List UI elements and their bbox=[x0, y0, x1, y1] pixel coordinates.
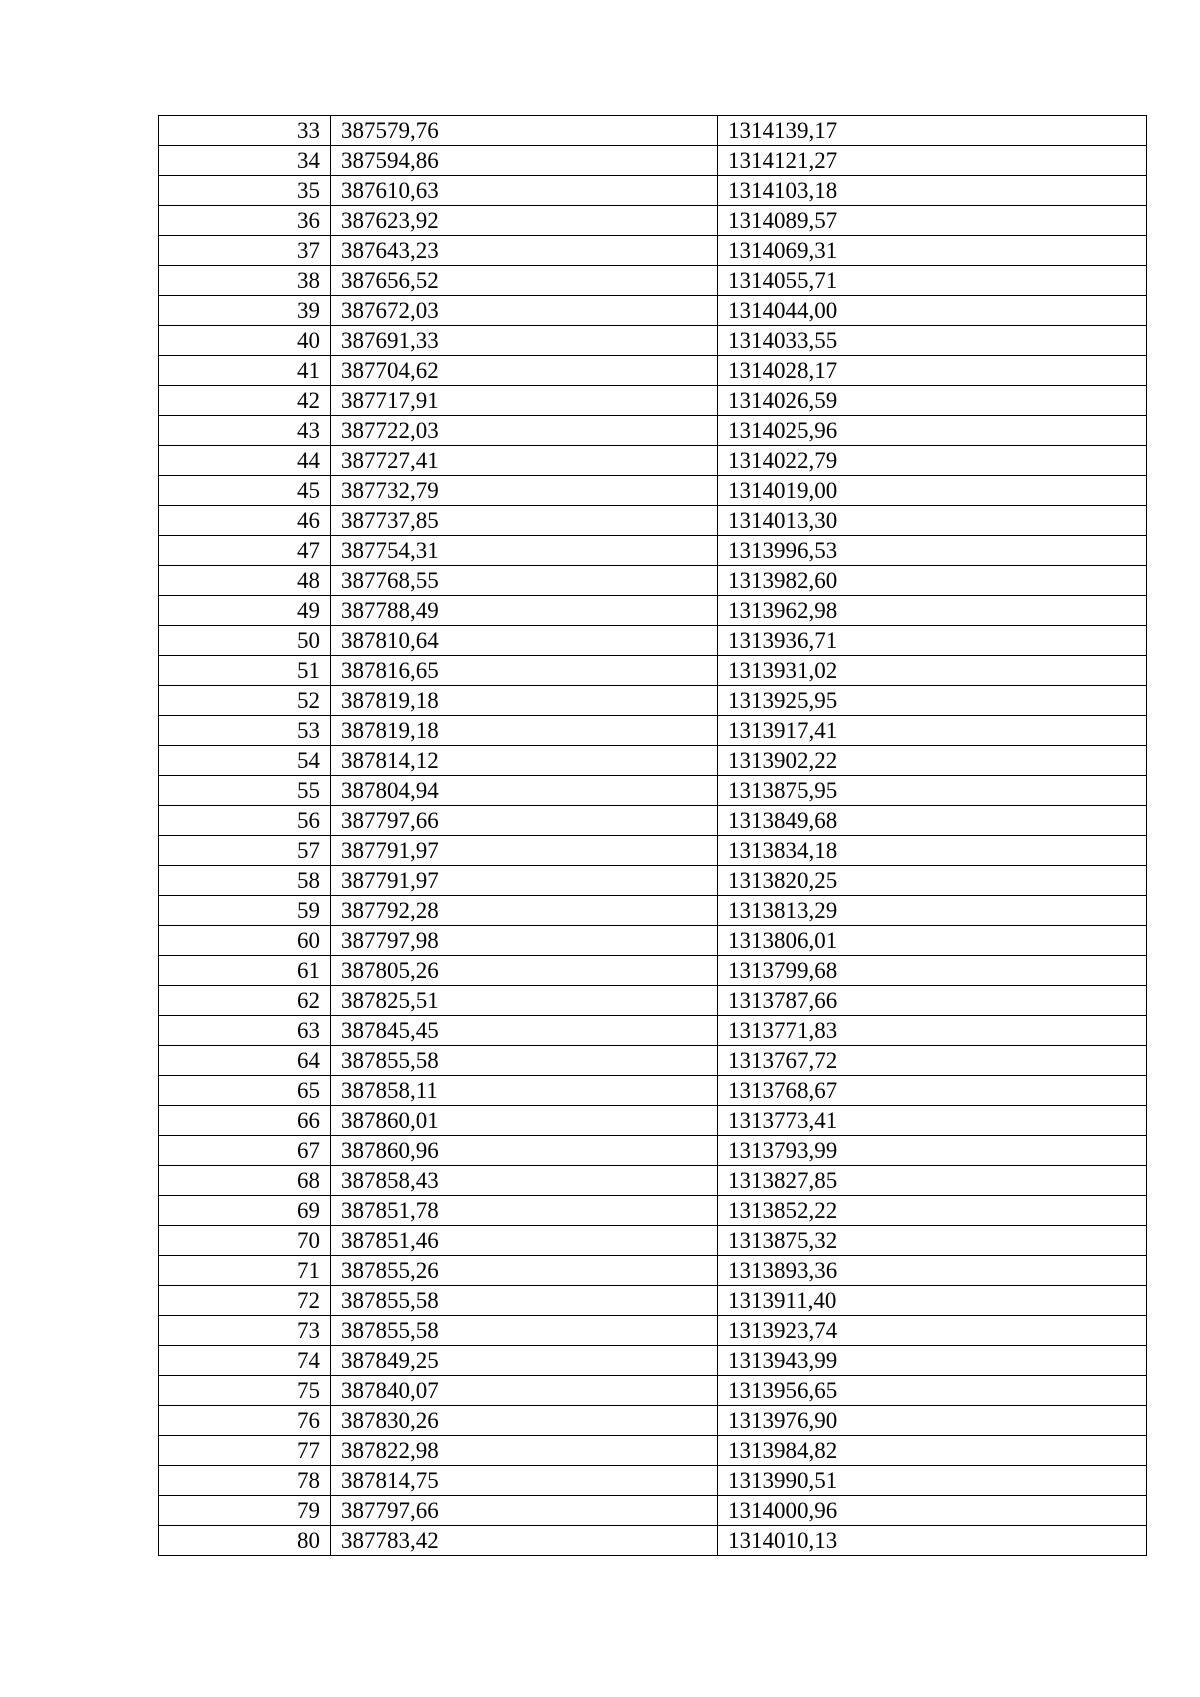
table-row bbox=[159, 296, 1147, 326]
coordinates-table bbox=[158, 115, 1147, 1556]
x-coordinate-cell: 387840,07 bbox=[331, 1376, 718, 1406]
y-coordinate-cell: 1313982,60 bbox=[718, 566, 1147, 596]
y-coordinate-cell: 1313984,82 bbox=[718, 1436, 1147, 1466]
table-row bbox=[159, 1016, 1147, 1046]
table-row bbox=[159, 1226, 1147, 1256]
y-coordinate-cell: 1313943,99 bbox=[718, 1346, 1147, 1376]
y-coordinate-cell: 1313849,68 bbox=[718, 806, 1147, 836]
y-coordinate-cell: 1314026,59 bbox=[718, 386, 1147, 416]
point-number-cell: 71 bbox=[159, 1256, 331, 1286]
y-coordinate-cell: 1313852,22 bbox=[718, 1196, 1147, 1226]
table-row bbox=[159, 1046, 1147, 1076]
point-number-cell: 64 bbox=[159, 1046, 331, 1076]
point-number-cell: 33 bbox=[159, 116, 331, 146]
x-coordinate-cell: 387860,01 bbox=[331, 1106, 718, 1136]
y-coordinate-cell: 1314044,00 bbox=[718, 296, 1147, 326]
table-row bbox=[159, 1196, 1147, 1226]
y-coordinate-cell: 1313827,85 bbox=[718, 1166, 1147, 1196]
y-coordinate-cell: 1313773,41 bbox=[718, 1106, 1147, 1136]
x-coordinate-cell: 387579,76 bbox=[331, 116, 718, 146]
x-coordinate-cell: 387727,41 bbox=[331, 446, 718, 476]
point-number-cell: 60 bbox=[159, 926, 331, 956]
table-row bbox=[159, 836, 1147, 866]
y-coordinate-cell: 1314019,00 bbox=[718, 476, 1147, 506]
point-number-cell: 59 bbox=[159, 896, 331, 926]
point-number-cell: 53 bbox=[159, 716, 331, 746]
y-coordinate-cell: 1313936,71 bbox=[718, 626, 1147, 656]
x-coordinate-cell: 387849,25 bbox=[331, 1346, 718, 1376]
x-coordinate-cell: 387704,62 bbox=[331, 356, 718, 386]
table-row bbox=[159, 146, 1147, 176]
x-coordinate-cell: 387822,98 bbox=[331, 1436, 718, 1466]
table-row bbox=[159, 716, 1147, 746]
x-coordinate-cell: 387754,31 bbox=[331, 536, 718, 566]
y-coordinate-cell: 1313806,01 bbox=[718, 926, 1147, 956]
table-row bbox=[159, 656, 1147, 686]
y-coordinate-cell: 1314055,71 bbox=[718, 266, 1147, 296]
y-coordinate-cell: 1313996,53 bbox=[718, 536, 1147, 566]
point-number-cell: 67 bbox=[159, 1136, 331, 1166]
y-coordinate-cell: 1313820,25 bbox=[718, 866, 1147, 896]
point-number-cell: 52 bbox=[159, 686, 331, 716]
point-number-cell: 36 bbox=[159, 206, 331, 236]
y-coordinate-cell: 1314028,17 bbox=[718, 356, 1147, 386]
table-row bbox=[159, 1076, 1147, 1106]
x-coordinate-cell: 387825,51 bbox=[331, 986, 718, 1016]
x-coordinate-cell: 387855,58 bbox=[331, 1286, 718, 1316]
x-coordinate-cell: 387851,78 bbox=[331, 1196, 718, 1226]
table-row bbox=[159, 1256, 1147, 1286]
x-coordinate-cell: 387855,58 bbox=[331, 1316, 718, 1346]
x-coordinate-cell: 387623,92 bbox=[331, 206, 718, 236]
table-row bbox=[159, 1106, 1147, 1136]
x-coordinate-cell: 387717,91 bbox=[331, 386, 718, 416]
point-number-cell: 56 bbox=[159, 806, 331, 836]
point-number-cell: 74 bbox=[159, 1346, 331, 1376]
y-coordinate-cell: 1313893,36 bbox=[718, 1256, 1147, 1286]
point-number-cell: 47 bbox=[159, 536, 331, 566]
table-row bbox=[159, 1376, 1147, 1406]
point-number-cell: 78 bbox=[159, 1466, 331, 1496]
table-row bbox=[159, 386, 1147, 416]
table-row bbox=[159, 806, 1147, 836]
y-coordinate-cell: 1314139,17 bbox=[718, 116, 1147, 146]
x-coordinate-cell: 387594,86 bbox=[331, 146, 718, 176]
y-coordinate-cell: 1313931,02 bbox=[718, 656, 1147, 686]
table-row bbox=[159, 956, 1147, 986]
y-coordinate-cell: 1313976,90 bbox=[718, 1406, 1147, 1436]
point-number-cell: 45 bbox=[159, 476, 331, 506]
x-coordinate-cell: 387855,58 bbox=[331, 1046, 718, 1076]
y-coordinate-cell: 1313768,67 bbox=[718, 1076, 1147, 1106]
x-coordinate-cell: 387792,28 bbox=[331, 896, 718, 926]
x-coordinate-cell: 387797,98 bbox=[331, 926, 718, 956]
x-coordinate-cell: 387816,65 bbox=[331, 656, 718, 686]
x-coordinate-cell: 387656,52 bbox=[331, 266, 718, 296]
y-coordinate-cell: 1313956,65 bbox=[718, 1376, 1147, 1406]
table-row bbox=[159, 926, 1147, 956]
table-row bbox=[159, 476, 1147, 506]
table-row bbox=[159, 116, 1147, 146]
y-coordinate-cell: 1314010,13 bbox=[718, 1526, 1147, 1556]
table-row bbox=[159, 536, 1147, 566]
point-number-cell: 58 bbox=[159, 866, 331, 896]
table-row bbox=[159, 1466, 1147, 1496]
table-row bbox=[159, 626, 1147, 656]
x-coordinate-cell: 387732,79 bbox=[331, 476, 718, 506]
x-coordinate-cell: 387810,64 bbox=[331, 626, 718, 656]
y-coordinate-cell: 1313834,18 bbox=[718, 836, 1147, 866]
x-coordinate-cell: 387819,18 bbox=[331, 716, 718, 746]
point-number-cell: 61 bbox=[159, 956, 331, 986]
y-coordinate-cell: 1314000,96 bbox=[718, 1496, 1147, 1526]
table-row bbox=[159, 1346, 1147, 1376]
point-number-cell: 44 bbox=[159, 446, 331, 476]
y-coordinate-cell: 1313875,32 bbox=[718, 1226, 1147, 1256]
y-coordinate-cell: 1313771,83 bbox=[718, 1016, 1147, 1046]
point-number-cell: 70 bbox=[159, 1226, 331, 1256]
y-coordinate-cell: 1313767,72 bbox=[718, 1046, 1147, 1076]
y-coordinate-cell: 1313925,95 bbox=[718, 686, 1147, 716]
table-row bbox=[159, 446, 1147, 476]
table-row bbox=[159, 746, 1147, 776]
y-coordinate-cell: 1313902,22 bbox=[718, 746, 1147, 776]
y-coordinate-cell: 1313923,74 bbox=[718, 1316, 1147, 1346]
y-coordinate-cell: 1313813,29 bbox=[718, 896, 1147, 926]
x-coordinate-cell: 387830,26 bbox=[331, 1406, 718, 1436]
point-number-cell: 35 bbox=[159, 176, 331, 206]
point-number-cell: 55 bbox=[159, 776, 331, 806]
y-coordinate-cell: 1314033,55 bbox=[718, 326, 1147, 356]
point-number-cell: 69 bbox=[159, 1196, 331, 1226]
point-number-cell: 48 bbox=[159, 566, 331, 596]
y-coordinate-cell: 1314069,31 bbox=[718, 236, 1147, 266]
x-coordinate-cell: 387768,55 bbox=[331, 566, 718, 596]
x-coordinate-cell: 387797,66 bbox=[331, 806, 718, 836]
table-row bbox=[159, 1166, 1147, 1196]
table-row bbox=[159, 1496, 1147, 1526]
point-number-cell: 66 bbox=[159, 1106, 331, 1136]
table-row bbox=[159, 236, 1147, 266]
table-row bbox=[159, 326, 1147, 356]
x-coordinate-cell: 387791,97 bbox=[331, 836, 718, 866]
x-coordinate-cell: 387860,96 bbox=[331, 1136, 718, 1166]
point-number-cell: 40 bbox=[159, 326, 331, 356]
table-row bbox=[159, 206, 1147, 236]
y-coordinate-cell: 1313875,95 bbox=[718, 776, 1147, 806]
x-coordinate-cell: 387691,33 bbox=[331, 326, 718, 356]
x-coordinate-cell: 387722,03 bbox=[331, 416, 718, 446]
coordinates-table-body bbox=[159, 116, 1147, 1556]
point-number-cell: 75 bbox=[159, 1376, 331, 1406]
point-number-cell: 46 bbox=[159, 506, 331, 536]
x-coordinate-cell: 387788,49 bbox=[331, 596, 718, 626]
point-number-cell: 68 bbox=[159, 1166, 331, 1196]
point-number-cell: 57 bbox=[159, 836, 331, 866]
table-row bbox=[159, 686, 1147, 716]
y-coordinate-cell: 1314022,79 bbox=[718, 446, 1147, 476]
point-number-cell: 50 bbox=[159, 626, 331, 656]
table-row bbox=[159, 1286, 1147, 1316]
table-row bbox=[159, 1316, 1147, 1346]
table-row bbox=[159, 1136, 1147, 1166]
x-coordinate-cell: 387851,46 bbox=[331, 1226, 718, 1256]
point-number-cell: 41 bbox=[159, 356, 331, 386]
y-coordinate-cell: 1313917,41 bbox=[718, 716, 1147, 746]
x-coordinate-cell: 387858,43 bbox=[331, 1166, 718, 1196]
table-row bbox=[159, 566, 1147, 596]
point-number-cell: 42 bbox=[159, 386, 331, 416]
y-coordinate-cell: 1313799,68 bbox=[718, 956, 1147, 986]
point-number-cell: 76 bbox=[159, 1406, 331, 1436]
point-number-cell: 49 bbox=[159, 596, 331, 626]
point-number-cell: 39 bbox=[159, 296, 331, 326]
y-coordinate-cell: 1314089,57 bbox=[718, 206, 1147, 236]
table-row bbox=[159, 596, 1147, 626]
y-coordinate-cell: 1314121,27 bbox=[718, 146, 1147, 176]
point-number-cell: 62 bbox=[159, 986, 331, 1016]
x-coordinate-cell: 387791,97 bbox=[331, 866, 718, 896]
point-number-cell: 80 bbox=[159, 1526, 331, 1556]
x-coordinate-cell: 387643,23 bbox=[331, 236, 718, 266]
table-row bbox=[159, 416, 1147, 446]
y-coordinate-cell: 1314013,30 bbox=[718, 506, 1147, 536]
x-coordinate-cell: 387819,18 bbox=[331, 686, 718, 716]
table-row bbox=[159, 1526, 1147, 1556]
x-coordinate-cell: 387672,03 bbox=[331, 296, 718, 326]
point-number-cell: 79 bbox=[159, 1496, 331, 1526]
point-number-cell: 51 bbox=[159, 656, 331, 686]
table-row bbox=[159, 896, 1147, 926]
table-row bbox=[159, 866, 1147, 896]
table-row bbox=[159, 506, 1147, 536]
point-number-cell: 77 bbox=[159, 1436, 331, 1466]
x-coordinate-cell: 387805,26 bbox=[331, 956, 718, 986]
x-coordinate-cell: 387804,94 bbox=[331, 776, 718, 806]
table-row bbox=[159, 776, 1147, 806]
point-number-cell: 54 bbox=[159, 746, 331, 776]
y-coordinate-cell: 1313793,99 bbox=[718, 1136, 1147, 1166]
x-coordinate-cell: 387814,75 bbox=[331, 1466, 718, 1496]
y-coordinate-cell: 1313990,51 bbox=[718, 1466, 1147, 1496]
point-number-cell: 73 bbox=[159, 1316, 331, 1346]
x-coordinate-cell: 387783,42 bbox=[331, 1526, 718, 1556]
y-coordinate-cell: 1313911,40 bbox=[718, 1286, 1147, 1316]
x-coordinate-cell: 387858,11 bbox=[331, 1076, 718, 1106]
x-coordinate-cell: 387845,45 bbox=[331, 1016, 718, 1046]
point-number-cell: 65 bbox=[159, 1076, 331, 1106]
y-coordinate-cell: 1314025,96 bbox=[718, 416, 1147, 446]
x-coordinate-cell: 387855,26 bbox=[331, 1256, 718, 1286]
table-row bbox=[159, 1406, 1147, 1436]
x-coordinate-cell: 387797,66 bbox=[331, 1496, 718, 1526]
x-coordinate-cell: 387610,63 bbox=[331, 176, 718, 206]
y-coordinate-cell: 1314103,18 bbox=[718, 176, 1147, 206]
table-row bbox=[159, 356, 1147, 386]
point-number-cell: 43 bbox=[159, 416, 331, 446]
point-number-cell: 63 bbox=[159, 1016, 331, 1046]
table-row bbox=[159, 176, 1147, 206]
y-coordinate-cell: 1313787,66 bbox=[718, 986, 1147, 1016]
table-row bbox=[159, 266, 1147, 296]
table-row bbox=[159, 986, 1147, 1016]
point-number-cell: 34 bbox=[159, 146, 331, 176]
table-row bbox=[159, 1436, 1147, 1466]
x-coordinate-cell: 387737,85 bbox=[331, 506, 718, 536]
x-coordinate-cell: 387814,12 bbox=[331, 746, 718, 776]
point-number-cell: 72 bbox=[159, 1286, 331, 1316]
point-number-cell: 37 bbox=[159, 236, 331, 266]
point-number-cell: 38 bbox=[159, 266, 331, 296]
y-coordinate-cell: 1313962,98 bbox=[718, 596, 1147, 626]
